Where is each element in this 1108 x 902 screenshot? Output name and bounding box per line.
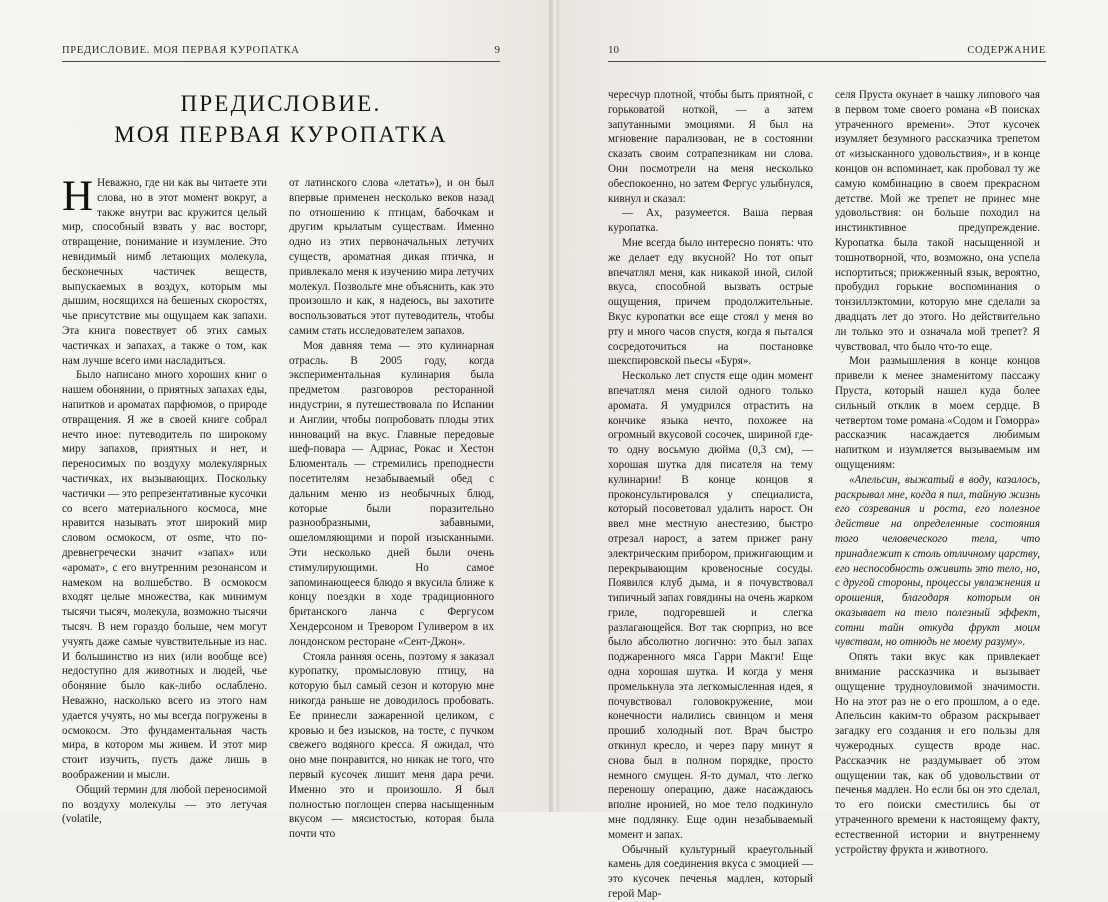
paragraph: селя Пруста окунает в чашку липового чая в первом томе своего романа «В поисках утраченного времени». Этот кусочек изумляет безумного рассказчика трепетом от «изысканного удовольствия», и в конце концов он вспоминает, как пробовал ту же самую комбинацию в своем прекрасном детстве. Мой же трепет не принес мне удовольствия: он больше походил на инстинктивное предупреждение. Куропатка была такой насыщенной и тошнотворной, что, возможно, она успела испортиться; прижженный язык, вероятно, пробудил горькие воспоминания о тонзиллэктомии, которую мне сделали за двадцать лет до этого. Но действительно ли только это и означала мой трепет? Я чувствовал, что было что-то еще.	[835, 89, 1040, 353]
paragraph: Было написано много хороших книг о нашем обонянии, о приятных запахах еды, напитков и ароматах парфюмов, о природе отвращения. Я же в своей книге собрал нечто иное: путеводитель по широкому миру запахов, приятных и нет, и переносимых по воздуху молекулярных частичках, их вызывающих. Поскольку частички — это репрезентативные кусочки со всего материального космоса, мне нравится называть этот широкий мир словом осмокосм, от osme, что по-древнегречески значит «запах» или «аромат», с его внутренним резонансом и намеком на волшебство. В осмокосм входят целые множества, как минимум тысячи тысяч, молекула, возможно тысячи тысяч. В нем гораздо больше, чем могут учуять даже самые чувствительные из нас. И большинство из них (или вообще все) недоступно для животных и людей, чье обоняние было как-либо ослаблено. Неважно, насколько всего из этого нам удается учуять, но мы всегда погружены в осмокосм. Это фундаментальная часть мира, в котором мы живем. И этот мир стоит изучить, пусть даже лишь в воображении и мысли.	[62, 369, 267, 781]
left-page-column-1	[62, 173, 267, 842]
right-running-head	[608, 44, 1046, 62]
right-page-column-2	[835, 88, 1040, 902]
right-page-number: 10	[608, 44, 619, 56]
right-page-columns	[608, 88, 1046, 902]
paragraph-text: Неважно, где ни как вы читаете эти слова, но в этот момент вокруг, а также внутри вас кружится целый мир, способный взвать у вас восторг, отвращение, понимание и изумление. Это невидимый нимб летающих молекула, бесконечных частичек веществ, выпускаемых в воздух, которым мы дышим, носящихся на бешеных скоростях, чье присутствие мы ощущаем как запахи. Эта книга повествует об этих самых частичках и запахах, а также о том, как нам лучше всего ими насладиться.	[62, 177, 267, 367]
paragraph: Опять таки вкус как привлекает внимание рассказчика и вызывает ощущение трудноуловимой значимости. Но на этот раз не о его прошлом, а о еде. Апельсин каким-то образом раскрывает загадку его создания и его пользы для чужеродных существ вроде нас. Рассказчик не раздумывает об этом ощущении так, как об удовольствии от печенья мадлен. Но если бы он это сделал, то его поиски сместились бы от утраченного времени к настоящему факту, естественной истории и внутреннему устройству фрукта и животного.	[835, 651, 1040, 856]
paragraph: чересчур плотной, чтобы быть приятной, с горьковатой ноткой, — а затем запутанными эмоциями. Я был на мгновение парализован, не в состоянии сказать своим сотрапезникам ни слова. Они посмотрели на меня несколько обеспокоенно, но затем Фергус улыбнулся, кивнул и сказал:	[608, 89, 813, 205]
chapter-title-line-1: ПРЕДИСЛОВИЕ.	[180, 91, 382, 116]
left-page-number: 9	[494, 44, 500, 56]
paragraph: Мои размышления в конце концов привели к менее знаменитому пассажу Пруста, который нашел куда более сильный отклик в моем сердце. В четвертом томе романа «Содом и Гоморра» рассказчик насаждается любимым напитком и изумляется вызываемым им ощущениям:	[835, 355, 1040, 471]
paragraph: Стояла ранняя осень, поэтому я заказал куропатку, промысловую птицу, на которую был самый сезон и которую мне никогда раньше не доводилось пробовать. Ее принесли зажаренной целиком, с кровью и без изысков, на тосте, с пучком свежего водяного кресса. Я ожидал, что оно мне понравится, но никак не того, что первый кусочек лишит меня дара речи. Именно это и произошло. Я был полностью поглощен сперва насыщенным вкусом — мясистостью, которая была почти что	[289, 650, 494, 841]
right-page	[554, 0, 1108, 901]
left-page-column-2	[289, 176, 494, 842]
page-title	[62, 88, 500, 150]
quote-paragraph: «Апельсин, выжатый в воду, казалось, раскрывал мне, когда я пил, тайную жизнь его созревания и роста, его полезное действие на определенные состояния того человеческого тела, что принадлежит к столь отличному царству, его неспособность оживить это тело, но, с другой стороны, процессы увлажнения и орошения, благодаря которым он оказывает на тело полезный эффект, сотни тайн откуда фрукт моим чувствам, но отнюдь не моему разуму».	[835, 473, 1040, 649]
left-page-columns	[62, 173, 500, 842]
right-running-head-title: СОДЕРЖАНИЕ	[967, 45, 1046, 56]
chapter-title-line-2: МОЯ ПЕРВАЯ КУРОПАТКА	[114, 122, 448, 148]
left-running-head	[62, 44, 500, 62]
paragraph: Несколько лет спустя еще один момент впечатлял меня силой одного только аромата. Я умудрился отрастить на кончике языка нечто, похожее на огромный вкусовой сосочек, шириной где-то одну восьмую дюйма (0,3 см), — хорошая шутка для писателя на тему кулинарии! В конце концов я проконсультировался у специалиста, который посоветовал удалить нарост. Он ввел мне местную анестезию, быстро отрезал нарост, а затем прижег рану электрическим прибором, прижигающим и перекрывающим кровеносные сосуды. Появился клуб дыма, и я почувствовал типичный запах говядины на очень жарком гриле, подгоревшей и слегка разлагающейся. Вот так сюрприз, но все было абсолютно логично: это был запах поджаренного мяса Гарри Макги! Еще одна хорошая шутка. И когда у меня промелькнула эта легкомысленная идея, я почувствовал головокружение, мои конечности налились свинцом и меня прошиб холодный пот. Врач быстро откинул кресло, и через пару минут я снова был в полном порядке, просто немного смущен. Я-то думал, что легко переношу операцию, даже насаждаюсь вполне иронией, но мое тело подкинуло мне подлянку. Еще один незабываемый момент и запах.	[608, 370, 813, 841]
paragraph	[62, 173, 267, 368]
left-page	[0, 0, 554, 841]
left-running-head-title: ПРЕДИСЛОВИЕ. МОЯ ПЕРВАЯ КУРОПАТКА	[62, 45, 300, 56]
paragraph: — Ах, разумеется. Ваша первая куропатка.	[608, 207, 813, 235]
paragraph: Обычный культурный краеугольный камень для соединения вкуса с эмоцией — это кусочек печенья мадлен, который герой Мар-	[608, 843, 813, 901]
drop-cap: Н	[62, 173, 94, 221]
paragraph: Моя давняя тема — это кулинарная отрасль. В 2005 году, когда экспериментальная кулинария была предметом разговоров ресторанной индустрии, я путешествовала по Испании и Англии, чтобы попробовать плоды этих инноваций на вкус. Главные передовые шеф-повара — Адриас, Рокас и Хестон Блюменталь — стремились преподнести посетителям незабываемый обед с дальним меню из необычных блюд, которые были поразительно разнообразными, забавными, ошеломляющими и порой изысканными. Эти несколько дней были очень стимулирующими. Но самое запоминающееся блюдо я вкусила ближе к концу поездки в ходе традиционного британского ланча с Фергусом Хендерсоном и Тревором Гуливером в их лондонском ресторане «Сент-Джон».	[289, 339, 494, 648]
paragraph: Общий термин для любой переносимой по воздуху молекулы — это летучая (volatile,	[62, 783, 267, 826]
paragraph: Мне всегда было интересно понять: что же делает еду вкусной? Но тот опыт впечатлял меня, как никакой иной, силой вкуса, способной вызвать острые ощущения, причем продолжительные. Вкус куропатки все еще стоял у меня во рту и много часов спустя, когда я пытался сосредоточиться на постановке шекспировской пьесы «Буря».	[608, 236, 813, 368]
right-page-column-1	[608, 88, 813, 902]
paragraph: от латинского слова «летать»), и он был впервые применен несколько веков назад по отношению к птицам, бабочкам и другим крылатым существам. Именно одно из этих первоначальных летучих существ, ароматная дикая птичка, и привлекало меня к изучению мира летучих молекул. Позвольте мне объяснить, как это произошло и как, я надеюсь, вы захотите воспользоваться этот путеводитель, чтобы самим стать исследователем запахов.	[289, 177, 494, 338]
